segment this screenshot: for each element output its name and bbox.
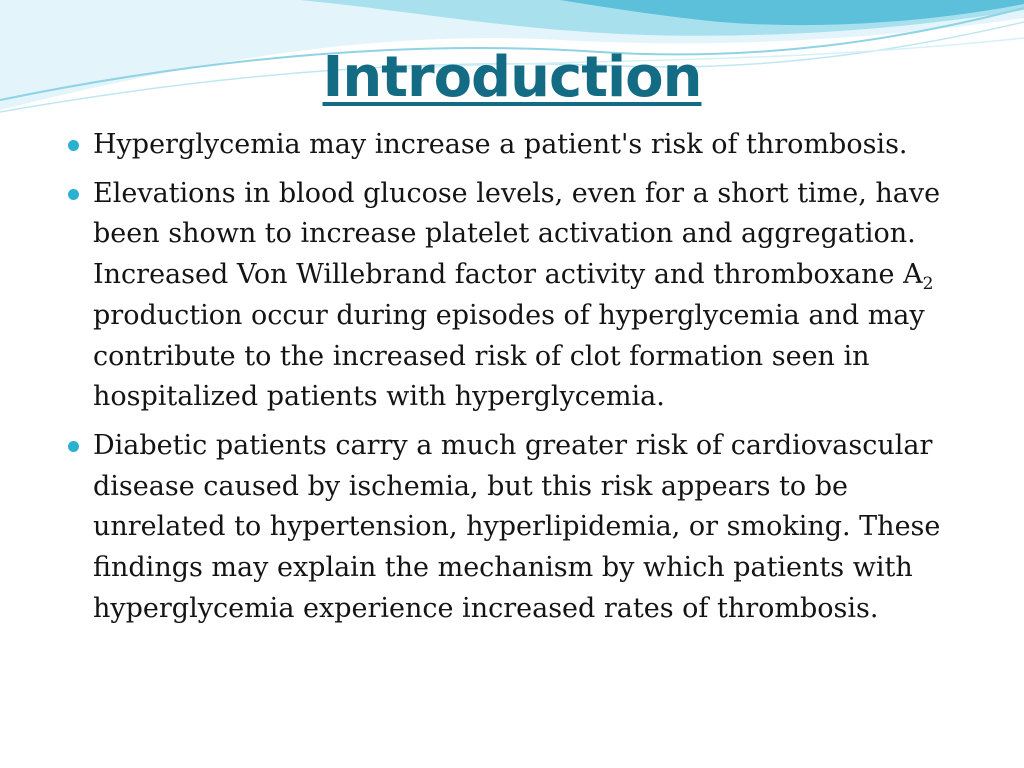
slide-title: Introduction xyxy=(322,45,702,110)
bullet-text xyxy=(93,178,940,413)
bullet-dot-icon xyxy=(68,140,79,151)
bullet-text-part-1: Elevations in blood glucose levels, even for a short time, have been shown to increase platelet activation and aggregation. Increased Von Willebrand factor activity and thromboxane A xyxy=(93,177,941,291)
bullet-dot-icon xyxy=(68,189,79,200)
bullet-item xyxy=(62,426,982,630)
bullet-text: Hyperglycemia may increase a patient's risk of thrombosis. xyxy=(93,129,908,160)
bullet-item xyxy=(62,174,982,418)
bullet-item xyxy=(62,125,982,166)
subscript-two: 2 xyxy=(922,274,934,295)
bullet-text: Diabetic patients carry a much greater risk of cardiovascular disease caused by ischemia, but this risk appears to be unrelated to hypertension, hyperlipidemia, or smoking. These findings may explain the mechanism by which patients with hyperglycemia experience increased rates of thrombosis. xyxy=(93,429,941,624)
bullet-dot-icon xyxy=(68,441,79,452)
bullet-list xyxy=(62,125,982,637)
bullet-text-part-2: production occur during episodes of hyperglycemia and may contribute to the increased risk of clot formation seen in hospitalized patients with hyperglycemia. xyxy=(93,299,925,413)
